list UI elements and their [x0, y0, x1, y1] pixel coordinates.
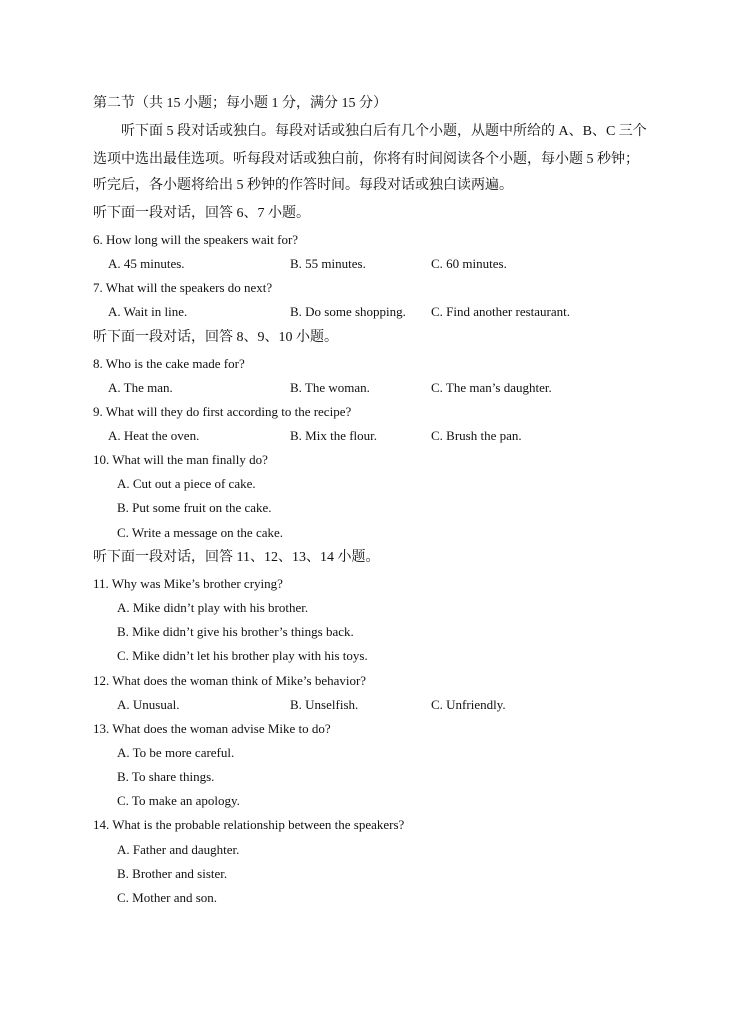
group-intro: 听下面一段对话，回答 11、12、13、14 小题。: [93, 550, 380, 565]
option-b: B. 55 minutes.: [290, 256, 366, 271]
question-stem: 8. Who is the cake made for?: [93, 356, 245, 371]
question-stem: 6. How long will the speakers wait for?: [93, 232, 299, 247]
option-a: A. The man.: [108, 380, 173, 395]
group-intro: 听下面一段对话，回答 8、9、10 小题。: [93, 330, 338, 345]
option-a: A. Cut out a piece of cake.: [117, 476, 256, 491]
option-b: B. Do some shopping.: [290, 304, 406, 319]
option-c: C. Mike didn’t let his brother play with his toys.: [117, 648, 368, 663]
option-a: A. 45 minutes.: [108, 256, 185, 271]
question-stem: 13. What does the woman advise Mike to do?: [93, 721, 331, 736]
option-b: B. To share things.: [117, 769, 215, 784]
option-b: B. Mike didn’t give his brother’s things back.: [117, 624, 354, 639]
group-intro: 听下面一段对话，回答 6、7 小题。: [93, 206, 310, 221]
instructions-line-2: 选项中选出最佳选项。听每段对话或独白前，你将有时间阅读各个小题，每小题 5 秒钟；: [93, 152, 639, 167]
instructions-line-3: 听完后，各小题将给出 5 秒钟的作答时间。每段对话或独白读两遍。: [93, 178, 513, 193]
instructions-line-1: 听下面 5 段对话或独白。每段对话或独白后有几个小题，从题中所给的 A、B、C 三个: [121, 124, 647, 139]
option-a: A. To be more careful.: [117, 745, 235, 760]
option-a: A. Mike didn’t play with his brother.: [117, 600, 309, 615]
question-stem: 9. What will they do first according to the recipe?: [93, 404, 352, 419]
option-c: C. To make an apology.: [117, 793, 240, 808]
option-b: B. The woman.: [290, 380, 370, 395]
option-b: B. Put some fruit on the cake.: [117, 500, 272, 515]
option-a: A. Unusual.: [117, 697, 180, 712]
option-b: B. Mix the flour.: [290, 428, 378, 443]
question-stem: 7. What will the speakers do next?: [93, 280, 273, 295]
question-stem: 12. What does the woman think of Mike’s behavior?: [93, 673, 367, 688]
option-a: A. Heat the oven.: [108, 428, 200, 443]
option-b: B. Unselfish.: [290, 697, 359, 712]
option-c: C. Mother and son.: [117, 890, 218, 905]
option-c: C. 60 minutes.: [431, 256, 507, 271]
question-stem: 14. What is the probable relationship between the speakers?: [93, 817, 405, 832]
option-b: B. Brother and sister.: [117, 866, 228, 881]
option-c: C. Brush the pan.: [431, 428, 522, 443]
question-stem: 11. Why was Mike’s brother crying?: [93, 576, 283, 591]
option-a: A. Father and daughter.: [117, 842, 240, 857]
option-a: A. Wait in line.: [108, 304, 188, 319]
option-c: C. Find another restaurant.: [431, 304, 570, 319]
question-stem: 10. What will the man finally do?: [93, 452, 268, 467]
option-c: C. Unfriendly.: [431, 697, 506, 712]
option-c: C. The man’s daughter.: [431, 380, 552, 395]
option-c: C. Write a message on the cake.: [117, 525, 284, 540]
section-heading: 第二节（共 15 小题；每小题 1 分，满分 15 分）: [93, 96, 387, 111]
